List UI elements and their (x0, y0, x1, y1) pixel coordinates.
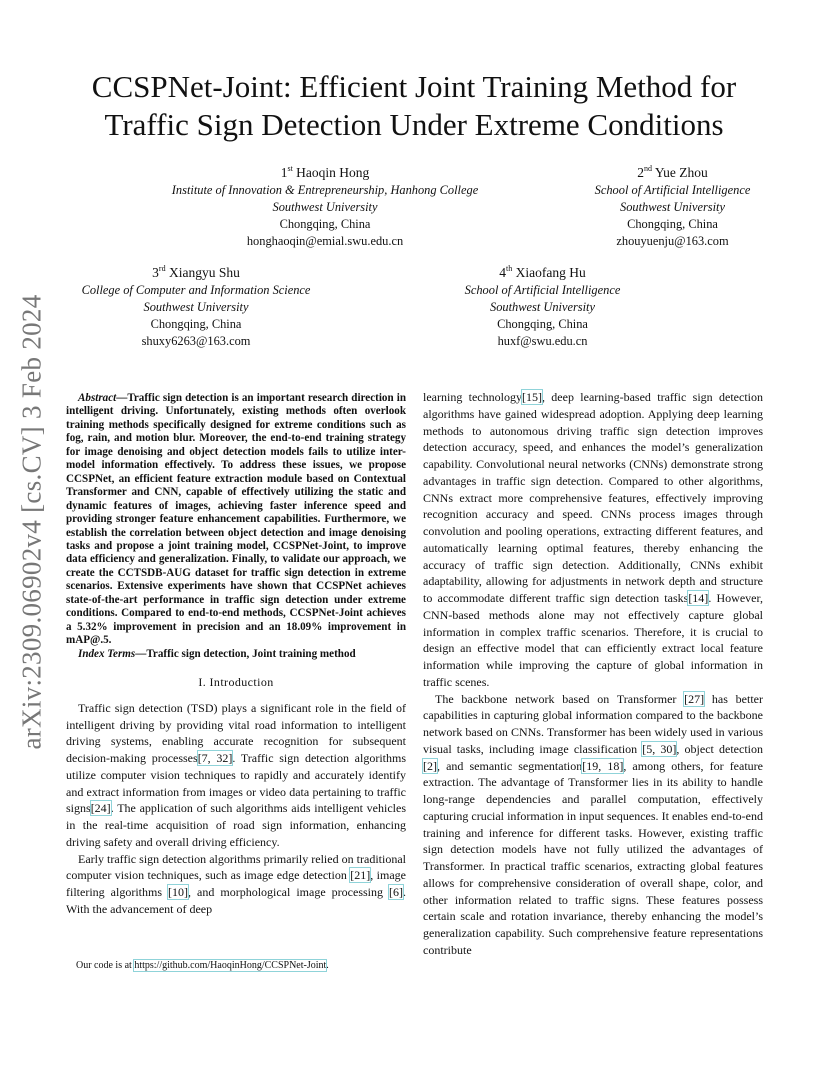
citation-link[interactable]: [24] (90, 801, 111, 816)
section-heading: I. Introduction (198, 675, 274, 690)
title-line-1: CCSPNet-Joint: Efficient Joint Training Method for (91, 69, 737, 104)
author-city: Chongqing, China (279, 217, 371, 231)
index-terms: Index Terms—Traffic sign detection, Joint training method (78, 647, 356, 660)
citation-link[interactable]: [15] (521, 390, 542, 404)
citation-link[interactable]: [2] (423, 758, 437, 773)
author-email: shuxy6263@163.com (141, 334, 251, 348)
footnote: Our code is at https://github.com/HaoqinHong/CCSPNet-Joint. (76, 960, 329, 971)
author-name: Xiaofang Hu (515, 265, 586, 280)
author-name: Yue Zhou (654, 165, 708, 180)
author-affiliation: Institute of Innovation & Entrepreneurship, Hanhong College (171, 183, 479, 197)
paper-title (40, 68, 788, 144)
abstract: Abstract—Traffic sign detection is an important research direction in intelligent driving. Unfortunately, existing methods often overlook training methods specifically designed for extreme conditions such as fog, rain, and motion blur. Moreover, the end-to-end training strategy for image denoising and object detection models fails to utilize inter-model information effectively. To address these issues, we propose CCSPNet, an efficient feature extraction module based on Contextual Transformer and CNN, capable of effectively utilizing the static and dynamic features of images, achieving faster inference speed and providing stronger feature enhancement capabilities. Furthermore, we establish the correlation between object detection and image denoising tasks and propose a joint training model, CCSPNet-Joint, to improve data efficiency and generalization. Finally, to validate our approach, we create the CCTSDB-AUG dataset for traffic sign detection in extreme scenarios. Extensive experiments have shown that CCSPNet achieves state-of-the-art performance in traffic sign detection under extreme conditions. Compared to end-to-end methods, CCSPNet-Joint achieves a 5.32% improvement in precision and an 18.09% improvement in mAP@.5. (66, 392, 406, 647)
citation-link[interactable]: [27] (684, 691, 705, 706)
intro-paragraph-4: The backbone network based on Transformer [27] has better capabilities in capturing global information compared to the backbone network based on CNNs. Transformer has been widely used in various visual tasks, including image classification [5, 30], object detection [2], and semantic segmentation[19, 18], among others, for feature extraction. The advantage of Transformer lies in its ability to handle long-range dependencies and parallel computation, effectively capturing crucial information in input sequences. It enables end-to-end training and inference for different tasks. However, existing traffic sign detection models have not fully utilized the advantages of Transformer. In practical traffic scenarios, extracting global features allows for comprehensive consideration of overall shape, color, and other information related to traffic signs. These features possess certain scale and rotation invariance, thereby enhancing the model’s generalization capability. Such comprehensive feature representations contribute (423, 691, 763, 957)
right-column (423, 389, 763, 959)
citation-link[interactable]: [7, 32] (197, 751, 233, 766)
author-block-1: 1st Haoqin Hong Institute of Innovation & Entrepreneurship, Hanhong College Southwest University Chongqing, China honghaoqin@emial.swu.edu.cn (140, 164, 510, 250)
author-name: Haoqin Hong (296, 165, 370, 180)
citation-link[interactable]: [10] (168, 885, 189, 900)
citation-link[interactable]: [21] (350, 868, 371, 883)
author-city: Chongqing, China (150, 317, 242, 331)
author-city: Chongqing, China (497, 317, 588, 331)
author-affiliation: School of Artificial Intelligence (464, 283, 621, 297)
author-city: Chongqing, China (627, 217, 718, 231)
intro-paragraph-3: learning technology[15], deep learning-based traffic sign detection algorithms have gained widespread adoption. Applying deep learning methods to autonomous driving traffic sign detection improves detection accuracy, speed, and enhances the model’s generalization capability. Convolutional neural networks (CNNs) demonstrate strong advantages in traffic sign detection. Compared to other algorithms, CNNs extract more comprehensive features, effectively improving recognition accuracy and speed. CNNs process images through convolution and pooling operations, extracting different features, and automatically learning optimal features, thereby enhancing the accuracy of traffic sign detection. Additionally, CNNs exhibit adaptability, allowing for adjustments in network depth and structure to accommodate different traffic sign detection tasks[14]. However, CNN-based methods alone may not effectively capture global information in complex traffic scenarios. Therefore, it is crucial to design an effective model that can efficiently extract local feature information while improving the capture of global information in traffic scenes. (423, 390, 764, 689)
intro-paragraph-1: Traffic sign detection (TSD) plays a significant role in the field of intelligent driving by providing vital road information to intelligent driving systems, enabling accurate recognition for subsequent decision-making processes[7, 32]. Traffic sign detection algorithms utilize computer vision techniques to rapidly and accurately identify and extract information from images or video data pertaining to traffic signs[24]. The application of such algorithms aids intelligent vehicles in the real-time acquisition of road sign information, enhancing driving safety and overall driving efficiency. (66, 700, 406, 849)
author-university: Southwest University (143, 300, 249, 314)
author-email: zhouyuenju@163.com (616, 234, 729, 248)
author-university: Southwest University (272, 200, 378, 214)
author-name: Xiangyu Shu (168, 265, 240, 280)
citation-link[interactable]: [6] (389, 885, 404, 900)
author-university: Southwest University (490, 300, 595, 314)
author-affiliation: College of Computer and Information Science (81, 283, 311, 297)
citation-link[interactable]: [19, 18] (582, 758, 624, 773)
author-block-3: 3rd Xiangyu Shu College of Computer and Information Science Southwest University Chongqing, China shuxy6263@163.com (60, 264, 332, 350)
author-email: huxf@swu.edu.cn (497, 334, 588, 348)
author-block-2: 2nd Yue Zhou School of Artificial Intelligence Southwest University Chongqing, China zhouyuenju@163.com (570, 164, 775, 250)
intro-paragraph-2: Early traffic sign detection algorithms primarily relied on traditional computer vision techniques, such as image edge detection [21], image filtering algorithms [10], and morphological image processing [6]. With the advancement of deep (66, 851, 407, 916)
citation-link[interactable]: [5, 30] (642, 741, 677, 756)
author-email: honghaoqin@emial.swu.edu.cn (246, 234, 404, 248)
author-university: Southwest University (620, 200, 725, 214)
left-column (66, 392, 406, 918)
arxiv-identifier: arXiv:2309.06902v4 [cs.CV] 3 Feb 2024 (16, 294, 47, 750)
title-line-2: Traffic Sign Detection Under Extreme Conditions (104, 107, 724, 142)
author-block-4: 4th Xiaofang Hu School of Artificial Intelligence Southwest University Chongqing, China huxf@swu.edu.cn (440, 264, 645, 350)
citation-link[interactable]: [14] (688, 591, 709, 605)
author-affiliation: School of Artificial Intelligence (594, 183, 751, 197)
code-url-link[interactable]: https://github.com/HaoqinHong/CCSPNet-Joint (134, 960, 327, 971)
